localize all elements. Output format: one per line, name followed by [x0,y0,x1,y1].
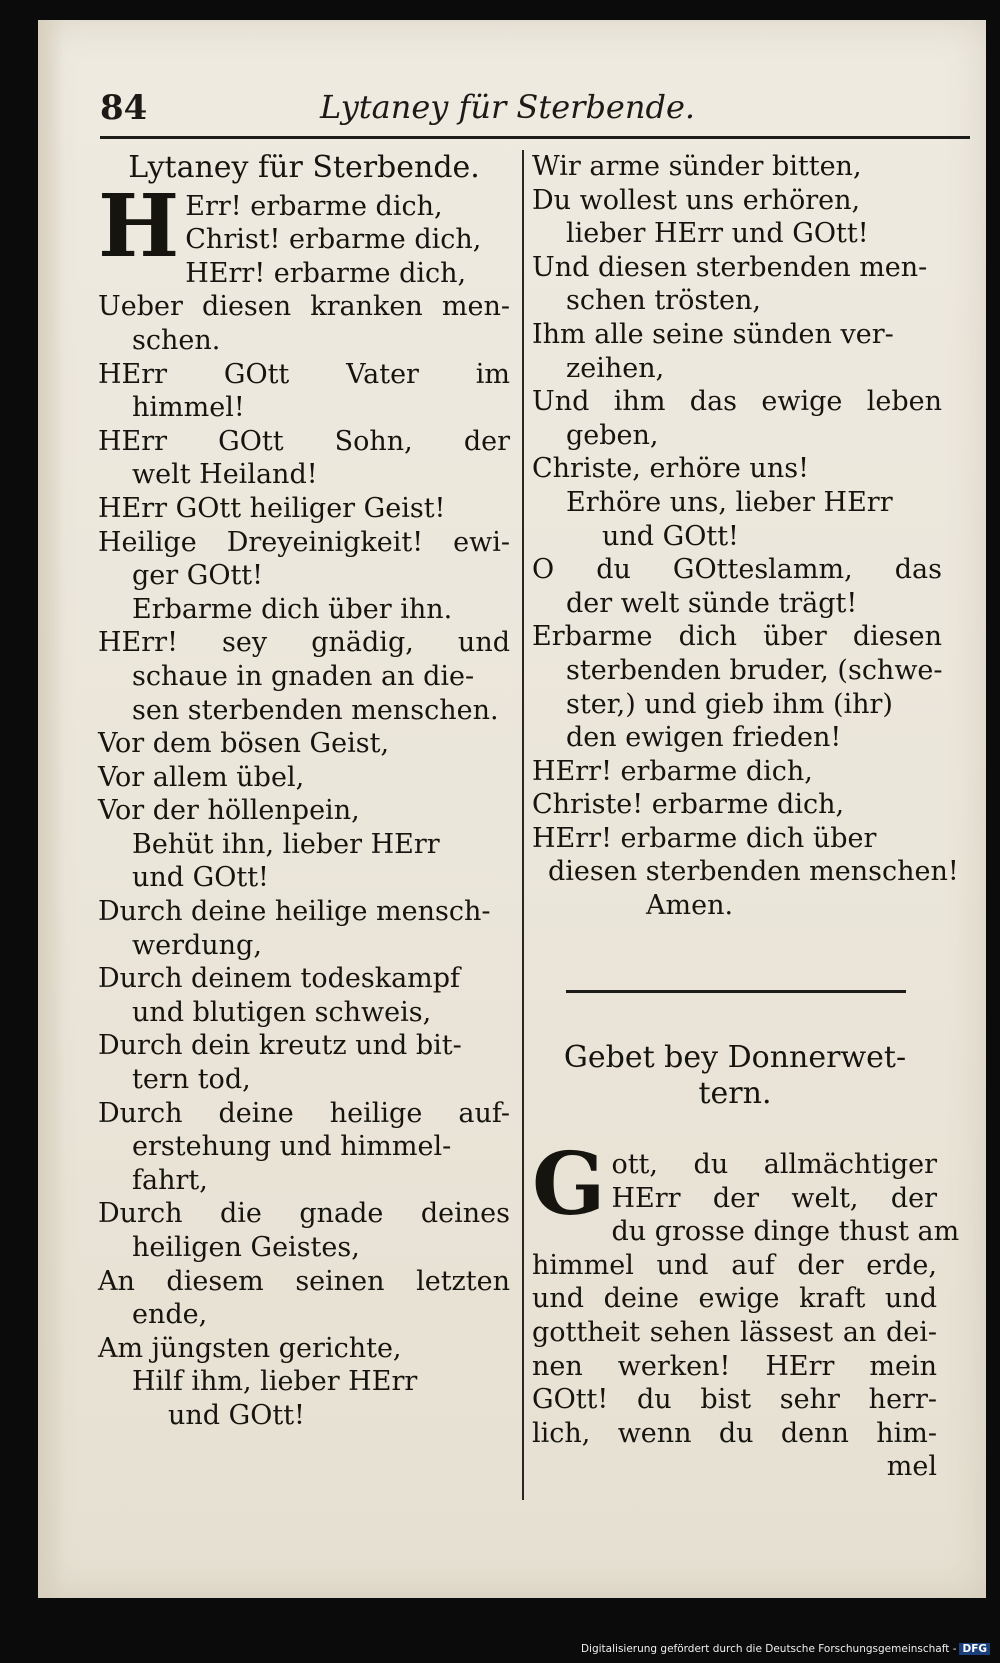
verse-line: und GOtt! [132,862,269,894]
verse-line: HErr! erbarme dich, [532,755,813,787]
verse-line: HErr! erbarme dich, [185,257,467,289]
verse-line: An diesem seinen letzten [98,1265,510,1297]
page-header [100,80,920,130]
verse-line: Durch deine heilige mensch- [98,896,491,928]
verse-line: der welt sünde trägt! [566,587,858,619]
prayer-line: gottheit sehen lässest an dei- [532,1316,937,1348]
verse-line: Heilige Dreyeinigkeit! ewi- [98,526,510,558]
prayer-line: HErr der welt, der [611,1182,937,1214]
verse-line: sen sterbenden menschen. [132,694,499,726]
verse-line: Vor dem bösen Geist, [98,728,390,760]
verse-line: und GOtt! [168,1399,305,1431]
verse-line: Durch deinem todeskampf [98,963,461,995]
verse-line: ger GOtt! [132,560,264,592]
verse-line: Err! erbarme dich, [185,190,443,222]
verse-line: Behüt ihn, lieber HErr [132,828,440,860]
verse-line: geben, [566,419,659,451]
verse-line: diesen sterbenden menschen! [548,856,959,888]
verse-line: Hilf ihm, lieber HErr [132,1366,418,1398]
verse-line: Durch dein kreutz und bit- [98,1030,462,1062]
running-title: Lytaney für Sterbende. [320,88,696,126]
prayer-line: lich, wenn du denn him- [532,1417,937,1449]
verse-line: werdung, [132,929,262,961]
verse-line: O du GOtteslamm, das [532,554,942,586]
verse-line: Und diesen sterbenden men- [532,251,928,283]
left-column [98,150,510,1433]
verse-line: Ueber diesen kranken men- [98,291,510,323]
digitization-credit [560,1643,990,1655]
verse-line: HErr GOtt Sohn, der [98,425,510,457]
dropcap-initial: H [98,175,180,277]
verse-line-amen: Amen. [646,890,734,922]
prayer-title-line: tern. [698,1076,772,1111]
verse-line: tern tod, [132,1064,251,1096]
verse-line: ster,) und gieb ihm (ihr) [566,688,893,720]
verse-line: Ihm alle seine sünden ver- [532,318,894,350]
verse-line: HErr! sey gnädig, und [98,627,510,659]
verse-line: zeihen, [566,352,665,384]
verse-line: Du wollest uns erhören, [532,184,861,216]
verse-line: Am jüngsten gerichte, [98,1332,402,1364]
verse-line: Durch die gnade deines [98,1198,510,1230]
prayer-catchword: mel [886,1451,937,1483]
verse-line: himmel! [132,392,245,424]
verse-line: schen trösten, [566,285,761,317]
prayer-line: himmel und auf der erde, [532,1249,937,1281]
verse-line: Christ! erbarme dich, [185,224,482,256]
prayer-line: nen werken! HErr mein [532,1350,937,1382]
verse-line: Und ihm das ewige leben [532,386,942,418]
verse-line: Durch deine heilige auf- [98,1097,510,1129]
page-number: 84 [100,88,148,128]
verse-line: und GOtt! [602,520,739,552]
verse-line: Christe, erhöre uns! [532,453,809,485]
verse-line: schaue in gnaden an die- [132,660,475,692]
verse-line: heiligen Geistes, [132,1232,360,1263]
verse-line: lieber HErr und GOtt! [566,218,869,250]
verse-line: schen. [132,324,221,356]
prayer-line: und deine ewige kraft und [532,1283,937,1315]
verse-line: Christe! erbarme dich, [532,789,845,821]
credit-text: Digitalisierung gefördert durch die Deutsche Forschungsgemeinschaft - [580,1643,957,1655]
section-divider [566,990,906,993]
verse-line: Erbarme dich über ihn. [132,593,453,625]
prayer-line: GOtt! du bist sehr herr- [532,1384,937,1416]
prayer-title [540,1040,930,1112]
verse-line: fahrt, [132,1164,208,1196]
verse-line: Erbarme dich über diesen [532,621,942,653]
verse-line: HErr! erbarme dich über [532,822,877,854]
verse-line: und blutigen schweis, [132,996,432,1028]
prayer-line: ott, du allmächtiger [611,1149,937,1180]
verse-line: sterbenden bruder, (schwe- [566,654,943,686]
verse-line: Vor allem übel, [98,761,305,793]
prayer-line: du grosse dinge thust am [611,1216,960,1248]
verse-line: Wir arme sünder bitten, [532,151,862,182]
verse-line: Erhöre uns, lieber HErr [566,486,893,518]
verse-line: den ewigen frieden! [566,722,842,754]
right-column [532,150,959,923]
dfg-logo: DFG [959,1643,990,1655]
verse-line: HErr GOtt heiliger Geist! [98,492,446,524]
dropcap-initial: G [532,1134,606,1235]
verse-line: erstehung und himmel- [132,1131,452,1163]
section-title-litany: Lytaney für Sterbende. [128,150,480,185]
column-divider [522,150,524,1500]
verse-line: Vor der höllenpein, [98,795,360,827]
verse-line: ende, [132,1299,208,1331]
prayer-body [532,1134,960,1484]
prayer-title-line: Gebet bey Donnerwet- [563,1040,907,1075]
verse-line: HErr GOtt Vater im [98,358,510,390]
verse-line: welt Heiland! [132,459,318,491]
header-rule [100,136,970,139]
